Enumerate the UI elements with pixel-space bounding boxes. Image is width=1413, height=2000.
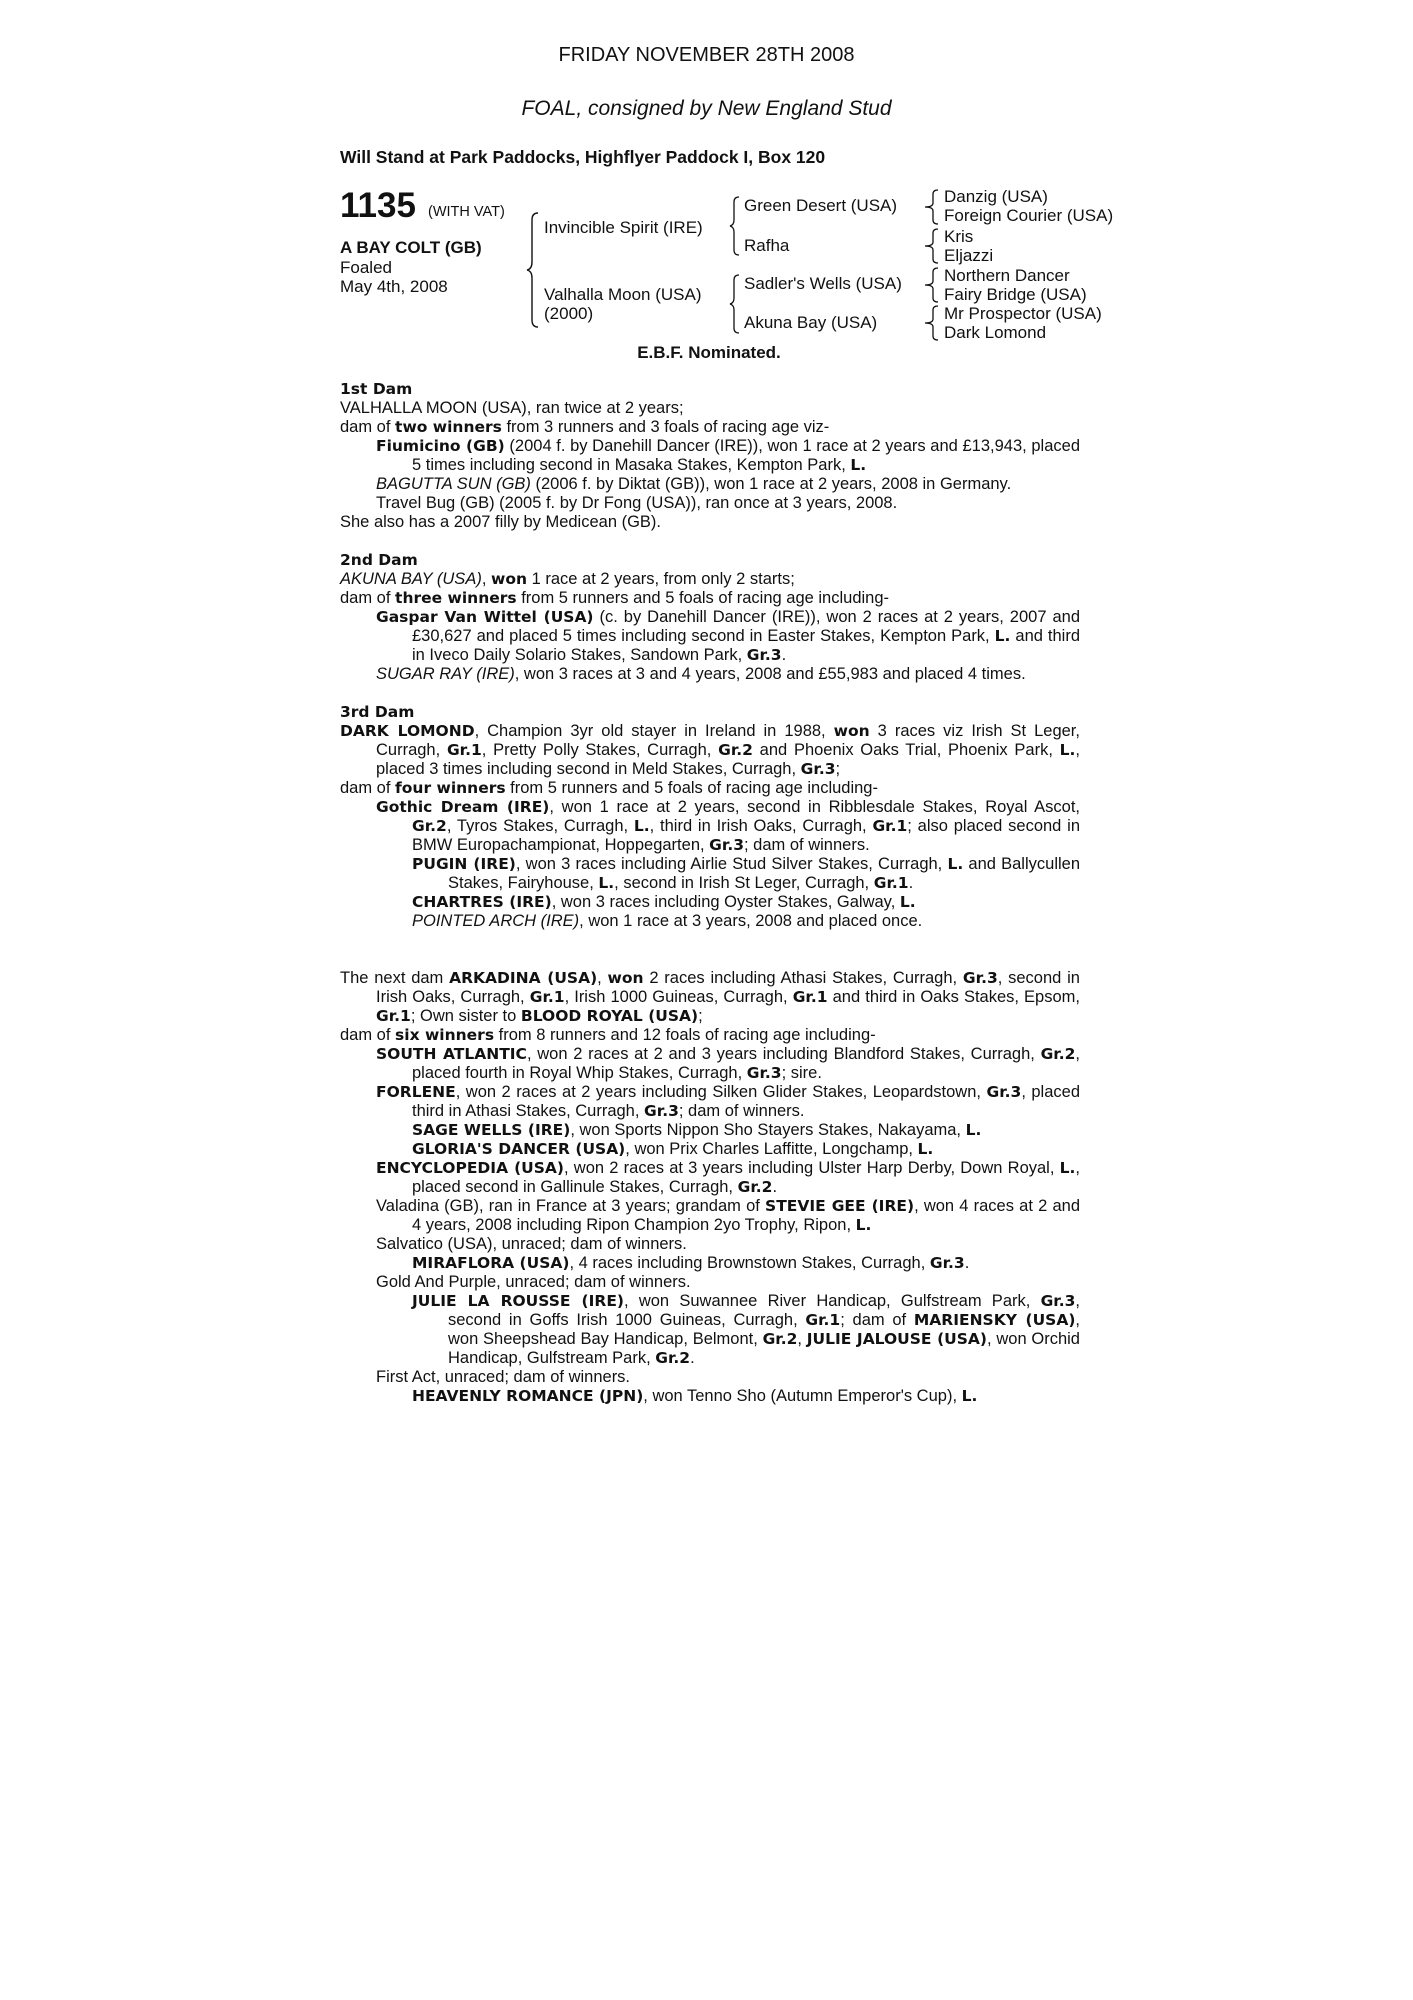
- horse-name: GLORIA'S DANCER (USA): [412, 1140, 626, 1158]
- race-grade: Gr.1: [873, 874, 909, 892]
- text: , Pretty Polly Stakes, Curragh,: [481, 741, 719, 759]
- horse-name: MIRAFLORA (USA): [412, 1254, 570, 1272]
- text: ; also placed second in BMW Europachampionat, Hoppegarten,: [412, 817, 1080, 854]
- text: ,: [797, 1330, 807, 1348]
- text: , won Prix Charles Laffitte, Longchamp,: [625, 1140, 918, 1158]
- also-line: She also has a 2007 filly by Medicean (GB).: [340, 513, 662, 531]
- grand-produce-entry: [340, 855, 1080, 893]
- winners-count: four winners: [395, 779, 506, 797]
- produce-entry: [340, 1197, 1080, 1235]
- horse-name: HEAVENLY ROMANCE (JPN): [412, 1387, 644, 1405]
- text: .: [772, 1178, 778, 1196]
- text: , placed second in Gallinule Stakes, Curragh,: [412, 1159, 1080, 1196]
- text: ; Own sister to: [410, 1007, 521, 1025]
- text: , won Tenno Sho (Autumn Emperor's Cup),: [643, 1387, 962, 1405]
- text: 1 race at 2 years, from only 2 starts;: [527, 570, 795, 588]
- text: , won 1 race at 2 years, second in Ribblesdale Stakes, Royal Ascot,: [549, 798, 1081, 816]
- text: , won Orchid Handicap, Gulfstream Park,: [448, 1330, 1080, 1367]
- race-grade: L.: [1059, 1159, 1076, 1177]
- third-dam-heading: 3rd Dam: [340, 703, 415, 721]
- pedigree-g3-item: Fairy Bridge (USA): [944, 285, 1087, 304]
- foaled-label: Foaled: [340, 258, 392, 277]
- race-grade: Gr.2: [1040, 1045, 1076, 1063]
- text: (2006 f. by Diktat (GB)), won 1 race at 2 years, 2008 in Germany.: [530, 475, 1012, 493]
- text: , won Sheepshead Bay Handicap, Belmont,: [448, 1311, 1081, 1348]
- grand-produce-entry: [340, 1292, 1080, 1368]
- horse-name: Gaspar Van Wittel (USA): [376, 608, 594, 626]
- text: 3 races viz Irish St Leger, Curragh,: [376, 722, 1080, 759]
- race-grade: Gr.2: [412, 817, 447, 835]
- produce-entry: Salvatico (USA), unraced; dam of winners.: [376, 1235, 687, 1253]
- pedigree-brace-sire: [729, 196, 741, 256]
- text: , second in Irish Oaks, Curragh,: [376, 969, 1080, 1006]
- race-grade: Gr.2: [737, 1178, 773, 1196]
- ebf-nominated: E.B.F. Nominated.: [637, 343, 781, 362]
- pedigree-brace-g3-2: [924, 228, 942, 264]
- race-grade: L.: [947, 855, 964, 873]
- text: and third in Oaks Stakes, Epsom,: [827, 988, 1080, 1006]
- text: ;: [698, 1007, 703, 1025]
- pedigree-g3-item: Kris: [944, 227, 974, 246]
- pedigree-brace-dam: [729, 274, 741, 334]
- race-grade: Gr.1: [792, 988, 828, 1006]
- text: , 4 races including Brownstown Stakes, Curragh,: [569, 1254, 930, 1272]
- next-dam-line: [340, 969, 1080, 1026]
- text: , won Sports Nippon Sho Stayers Stakes, Nakayama,: [570, 1121, 966, 1139]
- text: , placed 3 times including second in Meld Stakes, Curragh,: [376, 741, 1080, 778]
- grand-produce-entry: [340, 1387, 1080, 1406]
- race-grade: Gr.3: [986, 1083, 1022, 1101]
- pedigree-g3-item: Foreign Courier (USA): [944, 206, 1114, 225]
- text: , won 2 races at 3 years including Ulster Harp Derby, Down Royal,: [564, 1159, 1060, 1177]
- text: , placed fourth in Royal Whip Stakes, Curragh,: [412, 1045, 1081, 1082]
- text: ; dam of winners.: [678, 1102, 805, 1120]
- horse-name: STEVIE GEE (IRE): [765, 1197, 915, 1215]
- race-grade: Gr.2: [655, 1349, 691, 1367]
- pedigree-g3-item: Eljazzi: [944, 246, 994, 265]
- grand-produce-entry: [340, 893, 1080, 912]
- horse-name: BAGUTTA SUN (GB): [376, 475, 531, 493]
- pedigree-brace-g3-3: [924, 267, 942, 303]
- horse-name: FORLENE: [376, 1083, 456, 1101]
- text: , second in Goffs Irish 1000 Guineas, Curragh,: [448, 1292, 1081, 1329]
- race-grade: Gr.1: [805, 1311, 841, 1329]
- text: , won 2 races at 2 years including Silken Glider Stakes, Leopardstown,: [455, 1083, 987, 1101]
- race-grade: L.: [1059, 741, 1076, 759]
- horse-name: SOUTH ATLANTIC: [376, 1045, 527, 1063]
- text: dam of: [340, 1026, 396, 1044]
- third-dam-produce: [340, 779, 1080, 798]
- produce-entry: First Act, unraced; dam of winners.: [376, 1368, 631, 1386]
- text: .: [690, 1349, 695, 1367]
- pedigree-dam: [544, 285, 701, 323]
- pedigree-g3-item: Northern Dancer: [944, 266, 1070, 285]
- text: dam of: [340, 779, 396, 797]
- text: ,: [597, 969, 608, 987]
- race-grade: L.: [598, 874, 615, 892]
- text: from 3 runners and 3 foals of racing age viz-: [501, 418, 830, 436]
- text: (c. by Danehill Dancer (IRE)), won 2 races at 2 years, 2007 and £30,627 and placed 5 times including second in Easter Stakes, Kempton Park,: [412, 608, 1080, 645]
- text: .: [964, 1254, 970, 1272]
- text: from 8 runners and 12 foals of racing age including-: [494, 1026, 876, 1044]
- produce-entry: [340, 437, 1080, 475]
- grand-produce-entry: [340, 912, 1080, 931]
- horse-name: JULIE JALOUSE (USA): [806, 1330, 988, 1348]
- race-grade: Gr.1: [376, 1007, 411, 1025]
- horse-name: JULIE LA ROUSSE (IRE): [412, 1292, 625, 1310]
- text: .: [908, 874, 914, 892]
- text: from 5 runners and 5 foals of racing age including-: [505, 779, 878, 797]
- text: , Tyros Stakes, Curragh,: [446, 817, 634, 835]
- first-dam-heading: 1st Dam: [340, 380, 413, 398]
- race-grade: Gr.3: [746, 646, 782, 664]
- produce-entry: Travel Bug (GB) (2005 f. by Dr Fong (USA)), ran once at 3 years, 2008.: [376, 494, 898, 512]
- text: , won 3 races including Oyster Stakes, Galway,: [551, 893, 900, 911]
- text: Valadina (GB), ran in France at 3 years; grandam of: [376, 1197, 766, 1215]
- horse-name: Fiumicino (GB): [376, 437, 505, 455]
- pedigree-g3-item: Danzig (USA): [944, 187, 1048, 206]
- consignment-line: FOAL, consigned by New England Stud: [521, 97, 892, 120]
- text: , won 3 races including Airlie Stud Silver Stakes, Curragh,: [515, 855, 948, 873]
- race-grade: Gr.2: [762, 1330, 798, 1348]
- horse-name: SUGAR RAY (IRE): [376, 665, 515, 683]
- race-grade: Gr.3: [800, 760, 836, 778]
- produce-entry: Gold And Purple, unraced; dam of winners.: [376, 1273, 691, 1291]
- won-label: won: [833, 722, 870, 740]
- horse-name: POINTED ARCH (IRE): [412, 912, 580, 930]
- text: ,: [481, 570, 491, 588]
- race-grade: L.: [965, 1121, 982, 1139]
- text: from 5 runners and 5 foals of racing age including-: [516, 589, 890, 607]
- won-label: won: [491, 570, 528, 588]
- pedigree-g3-item: Mr Prospector (USA): [944, 304, 1102, 323]
- winners-count: two winners: [395, 418, 502, 436]
- race-grade: Gr.3: [644, 1102, 679, 1120]
- produce-entry: [340, 1083, 1080, 1121]
- grand-produce-entry: [340, 1254, 1080, 1273]
- text: , second in Irish St Leger, Curragh,: [614, 874, 874, 892]
- pedigree-sire: Invincible Spirit (IRE): [544, 218, 703, 237]
- text: dam of: [340, 418, 396, 436]
- foaled-info: [340, 258, 448, 296]
- horse-name: PUGIN (IRE): [412, 855, 516, 873]
- race-grade: Gr.3: [962, 969, 998, 987]
- text: and Phoenix Oaks Trial, Phoenix Park,: [752, 741, 1060, 759]
- race-grade: L.: [961, 1387, 978, 1405]
- race-grade: Gr.1: [529, 988, 565, 1006]
- race-grade: Gr.3: [709, 836, 745, 854]
- first-dam-line: VALHALLA MOON (USA), ran twice at 2 years;: [340, 399, 684, 417]
- catalogue-body: [340, 380, 1080, 1406]
- pedigree-dam-dam: Akuna Bay (USA): [744, 313, 878, 332]
- text: and third in Iveco Daily Solario Stakes, Sandown Park,: [412, 627, 1080, 664]
- race-grade: Gr.3: [929, 1254, 965, 1272]
- second-dam-produce: [340, 589, 1080, 608]
- race-grade: L.: [855, 1216, 872, 1234]
- third-dam-line: [340, 722, 1080, 779]
- pedigree-sire-sire: Green Desert (USA): [744, 196, 898, 215]
- horse-name: SAGE WELLS (IRE): [412, 1121, 571, 1139]
- pedigree-brace-g3-4: [924, 305, 942, 341]
- text: , Champion 3yr old stayer in Ireland in 1988,: [474, 722, 834, 740]
- text: 2 races including Athasi Stakes, Curragh,: [643, 969, 963, 987]
- text: , placed third in Athasi Stakes, Curragh,: [412, 1083, 1080, 1120]
- produce-entry: [340, 798, 1080, 855]
- text: and Ballycullen Stakes, Fairyhouse,: [448, 855, 1080, 892]
- produce-entry: [340, 1045, 1080, 1083]
- next-dam-produce: [340, 1026, 1080, 1045]
- horse-name: AKUNA BAY (USA): [340, 570, 482, 588]
- race-grade: L.: [994, 627, 1011, 645]
- text: dam of: [340, 589, 396, 607]
- lot-description: A BAY COLT (GB): [340, 238, 482, 257]
- text: ;: [835, 760, 841, 778]
- produce-entry: [340, 475, 1080, 494]
- race-grade: L.: [899, 893, 916, 911]
- horse-name: ARKADINA (USA): [449, 969, 598, 987]
- horse-name: ENCYCLOPEDIA (USA): [376, 1159, 564, 1177]
- pedigree-brace-main: [526, 212, 540, 328]
- pedigree-dam-sire: Sadler's Wells (USA): [744, 274, 902, 293]
- sale-date: FRIDAY NOVEMBER 28TH 2008: [558, 44, 855, 66]
- second-dam-heading: 2nd Dam: [340, 551, 418, 569]
- produce-entry: [340, 1159, 1080, 1197]
- horse-name: BLOOD ROYAL (USA): [520, 1007, 699, 1025]
- text: .: [781, 646, 787, 664]
- text: The next dam: [340, 969, 450, 987]
- race-grade: Gr.2: [718, 741, 753, 759]
- second-dam-line: [340, 570, 1080, 589]
- race-grade: Gr.3: [1040, 1292, 1076, 1310]
- text: , won Suwannee River Handicap, Gulfstream Park,: [624, 1292, 1041, 1310]
- grand-produce-entry: [340, 1140, 1080, 1159]
- horse-name: Gothic Dream (IRE): [376, 798, 550, 816]
- produce-entry: [340, 608, 1080, 665]
- stand-location: Will Stand at Park Paddocks, Highflyer Paddock I, Box 120: [340, 147, 826, 167]
- pedigree-dam-year: (2000): [544, 304, 594, 323]
- text: , won 3 races at 3 and 4 years, 2008 and £55,983 and placed 4 times.: [514, 665, 1026, 683]
- pedigree-sire-dam: Rafha: [744, 236, 790, 255]
- text: , won 2 races at 2 and 3 years including Blandford Stakes, Curragh,: [526, 1045, 1041, 1063]
- pedigree-g3-item: Dark Lomond: [944, 323, 1047, 342]
- race-grade: Gr.1: [446, 741, 482, 759]
- grand-produce-entry: [340, 1121, 1080, 1140]
- text: (2004 f. by Danehill Dancer (IRE)), won 1 race at 2 years and £13,943, placed 5 times including second in Masaka Stakes, Kempton Park,: [412, 437, 1080, 474]
- winners-count: six winners: [395, 1026, 495, 1044]
- horse-name: CHARTRES (IRE): [412, 893, 552, 911]
- lot-number: 1135: [340, 186, 416, 225]
- produce-entry: [340, 665, 1080, 684]
- foaled-date: May 4th, 2008: [340, 277, 448, 296]
- text: ; sire.: [781, 1064, 822, 1082]
- first-dam-produce: [340, 418, 1080, 437]
- pedigree-brace-g3-1: [924, 189, 942, 225]
- text: , won 4 races at 2 and 4 years, 2008 including Ripon Champion 2yo Trophy, Ripon,: [412, 1197, 1081, 1234]
- text: ; dam of winners.: [744, 836, 870, 854]
- race-grade: L.: [633, 817, 650, 835]
- text: ; dam of: [840, 1311, 914, 1329]
- race-grade: L.: [850, 456, 867, 474]
- winners-count: three winners: [395, 589, 517, 607]
- race-grade: Gr.3: [746, 1064, 782, 1082]
- text: , won 1 race at 3 years, 2008 and placed once.: [579, 912, 923, 930]
- vat-label: (WITH VAT): [428, 204, 505, 220]
- won-label: won: [607, 969, 644, 987]
- race-grade: Gr.1: [872, 817, 908, 835]
- horse-name: DARK LOMOND: [340, 722, 475, 740]
- pedigree-dam-name: Valhalla Moon (USA): [544, 285, 702, 304]
- race-grade: L.: [917, 1140, 934, 1158]
- horse-name: MARIENSKY (USA): [913, 1311, 1076, 1329]
- text: , Irish 1000 Guineas, Curragh,: [564, 988, 793, 1006]
- text: , third in Irish Oaks, Curragh,: [649, 817, 873, 835]
